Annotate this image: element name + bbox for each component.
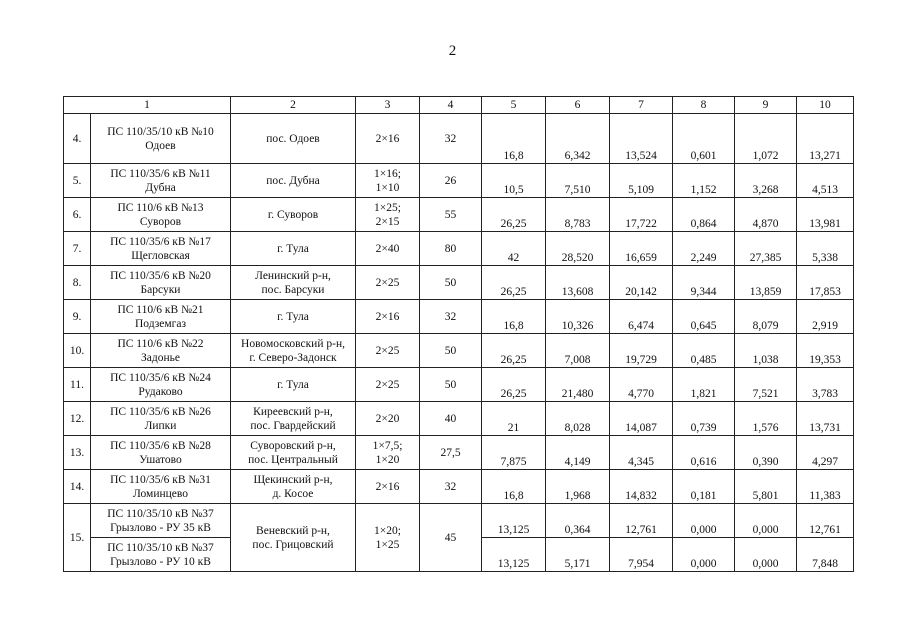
value-cell: 11,383 — [797, 470, 854, 504]
value-cell: 4,345 — [610, 436, 673, 470]
value-cell: 4,770 — [610, 368, 673, 402]
transformers — [356, 334, 420, 368]
location-line: г. Тула — [277, 242, 309, 255]
location-line: Ленинский р-н, — [255, 269, 331, 282]
location — [231, 436, 356, 470]
transformers-line: 1×20; — [374, 524, 401, 537]
value-cell: 27,385 — [735, 232, 797, 266]
capacity: 50 — [420, 266, 482, 300]
value-cell: 12,761 — [610, 504, 673, 538]
value-cell: 13,608 — [546, 266, 610, 300]
column-header: 5 — [482, 97, 546, 114]
value-cell: 16,659 — [610, 232, 673, 266]
substation-name — [91, 334, 231, 368]
substation-name-line: Барсуки — [140, 283, 181, 296]
table-row — [64, 334, 854, 368]
table-row — [64, 266, 854, 300]
substation-name-line: Грызлово - РУ 35 кВ — [110, 521, 211, 534]
value-cell: 1,968 — [546, 470, 610, 504]
transformers — [356, 368, 420, 402]
substation-name-line: Одоев — [145, 139, 176, 152]
substation-name — [91, 114, 231, 164]
value-cell: 2,249 — [673, 232, 735, 266]
row-number: 10. — [64, 334, 91, 368]
location-line: Киреевский р-н, — [253, 405, 333, 418]
value-cell: 20,142 — [610, 266, 673, 300]
substation-name-line: ПС 110/6 кВ №13 — [117, 201, 204, 214]
value-cell: 28,520 — [546, 232, 610, 266]
column-header: 2 — [231, 97, 356, 114]
table-row — [64, 300, 854, 334]
value-cell: 9,344 — [673, 266, 735, 300]
location-line: Щекинский р-н, — [253, 473, 333, 486]
value-cell: 0,485 — [673, 334, 735, 368]
value-cell: 1,072 — [735, 114, 797, 164]
column-header: 6 — [546, 97, 610, 114]
value-cell: 6,474 — [610, 300, 673, 334]
substation-name — [91, 198, 231, 232]
location-line: г. Тула — [277, 378, 309, 391]
table-row — [64, 470, 854, 504]
substation-name-line: Суворов — [139, 215, 182, 228]
value-cell: 5,338 — [797, 232, 854, 266]
capacity: 27,5 — [420, 436, 482, 470]
substation-name-line: Ушатово — [139, 453, 182, 466]
header-row — [64, 97, 854, 114]
transformers — [356, 402, 420, 436]
value-cell: 0,739 — [673, 402, 735, 436]
value-cell: 8,079 — [735, 300, 797, 334]
value-cell: 0,000 — [673, 504, 735, 538]
location — [231, 164, 356, 198]
row-number: 11. — [64, 368, 91, 402]
value-cell: 0,864 — [673, 198, 735, 232]
value-cell: 0,390 — [735, 436, 797, 470]
location — [231, 266, 356, 300]
column-header: 10 — [797, 97, 854, 114]
location — [231, 368, 356, 402]
value-cell: 26,25 — [482, 334, 546, 368]
value-cell: 16,8 — [482, 300, 546, 334]
transformers-line: 2×25 — [375, 378, 400, 391]
transformers-line: 1×7,5; — [372, 439, 403, 452]
substation-name — [91, 470, 231, 504]
substation-name-line: Подземгаз — [134, 317, 186, 330]
location-line: г. Северо-Задонск — [249, 351, 337, 364]
transformers — [356, 300, 420, 334]
value-cell: 8,028 — [546, 402, 610, 436]
table-row — [64, 436, 854, 470]
value-cell: 5,109 — [610, 164, 673, 198]
column-header: 9 — [735, 97, 797, 114]
column-header: 7 — [610, 97, 673, 114]
substation-name-line: ПС 110/35/6 кВ №31 — [110, 473, 211, 486]
row-number: 12. — [64, 402, 91, 436]
value-cell: 0,645 — [673, 300, 735, 334]
transformers — [356, 164, 420, 198]
value-cell: 7,848 — [797, 538, 854, 572]
substation-name — [91, 164, 231, 198]
value-cell: 26,25 — [482, 198, 546, 232]
location-line: д. Косое — [272, 487, 314, 500]
location-line: г. Тула — [277, 310, 309, 323]
location-line: пос. Грицовский — [252, 538, 334, 551]
value-cell: 8,783 — [546, 198, 610, 232]
value-cell: 0,181 — [673, 470, 735, 504]
capacity: 50 — [420, 368, 482, 402]
value-cell: 4,513 — [797, 164, 854, 198]
value-cell: 0,364 — [546, 504, 610, 538]
column-header: 8 — [673, 97, 735, 114]
transformers-line: 2×40 — [375, 242, 400, 255]
row-number: 6. — [64, 198, 91, 232]
capacity: 32 — [420, 300, 482, 334]
substation-name — [91, 300, 231, 334]
data-table — [63, 96, 854, 572]
value-cell: 16,8 — [482, 470, 546, 504]
value-cell: 4,870 — [735, 198, 797, 232]
value-cell: 42 — [482, 232, 546, 266]
value-cell: 13,125 — [482, 538, 546, 572]
location-line: пос. Гвардейский — [250, 419, 336, 432]
transformers-line: 2×16 — [375, 132, 400, 145]
substation-name — [91, 368, 231, 402]
value-cell: 0,000 — [673, 538, 735, 572]
substation-name-line: Дубна — [145, 181, 176, 194]
transformers — [356, 232, 420, 266]
column-header: 3 — [356, 97, 420, 114]
substation-name — [91, 232, 231, 266]
value-cell: 17,722 — [610, 198, 673, 232]
value-cell: 26,25 — [482, 368, 546, 402]
transformers — [356, 266, 420, 300]
value-cell: 3,268 — [735, 164, 797, 198]
value-cell: 13,125 — [482, 504, 546, 538]
capacity: 80 — [420, 232, 482, 266]
capacity: 55 — [420, 198, 482, 232]
location — [231, 334, 356, 368]
substation-name-line: Липки — [144, 419, 177, 432]
page-number: 2 — [448, 43, 457, 59]
location — [231, 402, 356, 436]
value-cell: 7,008 — [546, 334, 610, 368]
value-cell: 13,859 — [735, 266, 797, 300]
substation-name-line: ПС 110/35/10 кВ №37 — [107, 507, 214, 520]
transformers-line: 1×16; — [374, 167, 401, 180]
row-number: 14. — [64, 470, 91, 504]
transformers — [356, 504, 420, 572]
transformers-line: 1×10 — [375, 181, 400, 194]
value-cell: 19,729 — [610, 334, 673, 368]
row-number: 7. — [64, 232, 91, 266]
value-cell: 14,087 — [610, 402, 673, 436]
value-cell: 21,480 — [546, 368, 610, 402]
location — [231, 300, 356, 334]
capacity: 40 — [420, 402, 482, 436]
value-cell: 1,576 — [735, 402, 797, 436]
transformers — [356, 436, 420, 470]
value-cell: 7,954 — [610, 538, 673, 572]
value-cell: 3,783 — [797, 368, 854, 402]
table-row — [64, 368, 854, 402]
capacity: 45 — [420, 504, 482, 572]
substation-name-line: Грызлово - РУ 10 кВ — [110, 555, 211, 568]
substation-name-line: ПС 110/35/10 кВ №10 — [107, 125, 214, 138]
transformers-line: 2×15 — [375, 215, 400, 228]
location-line: пос. Одоев — [266, 132, 320, 145]
transformers-line: 2×25 — [375, 344, 400, 357]
substation-name-line: ПС 110/35/6 кВ №24 — [110, 371, 211, 384]
value-cell: 7,521 — [735, 368, 797, 402]
substation-name-line: Задонье — [141, 351, 180, 364]
value-cell: 17,853 — [797, 266, 854, 300]
table-row — [64, 504, 854, 538]
capacity: 32 — [420, 114, 482, 164]
table-row — [64, 164, 854, 198]
table-row — [64, 198, 854, 232]
column-header: 4 — [420, 97, 482, 114]
transformers-line: 2×25 — [375, 276, 400, 289]
value-cell: 10,5 — [482, 164, 546, 198]
substation-name-line: Рудаково — [138, 385, 183, 398]
value-cell: 16,8 — [482, 114, 546, 164]
value-cell: 12,761 — [797, 504, 854, 538]
location — [231, 470, 356, 504]
capacity: 32 — [420, 470, 482, 504]
value-cell: 13,271 — [797, 114, 854, 164]
capacity: 26 — [420, 164, 482, 198]
substation-name — [91, 266, 231, 300]
location-line: Веневский р-н, — [256, 524, 330, 537]
substation-name — [91, 402, 231, 436]
substation-name-line: Щегловская — [131, 249, 190, 262]
substation-name-line: ПС 110/35/6 кВ №20 — [110, 269, 211, 282]
value-cell: 1,038 — [735, 334, 797, 368]
value-cell: 7,510 — [546, 164, 610, 198]
transformers-line: 1×20 — [375, 453, 400, 466]
location-line: пос. Дубна — [266, 174, 320, 187]
location-line: Новомосковский р-н, — [241, 337, 345, 350]
value-cell: 0,000 — [735, 504, 797, 538]
value-cell: 6,342 — [546, 114, 610, 164]
table-row — [64, 232, 854, 266]
table-row — [64, 402, 854, 436]
substation-name — [91, 436, 231, 470]
value-cell: 21 — [482, 402, 546, 436]
value-cell: 5,171 — [546, 538, 610, 572]
substation-name-line: ПС 110/35/6 кВ №28 — [110, 439, 211, 452]
transformers-line: 2×16 — [375, 480, 400, 493]
value-cell: 19,353 — [797, 334, 854, 368]
substation-name-line: ПС 110/6 кВ №21 — [117, 303, 204, 316]
value-cell: 13,731 — [797, 402, 854, 436]
transformers-line: 2×16 — [375, 310, 400, 323]
value-cell: 13,524 — [610, 114, 673, 164]
substation-name-line: Ломинцево — [133, 487, 188, 500]
location-line: пос. Барсуки — [261, 283, 325, 296]
substation-name-line: ПС 110/35/6 кВ №11 — [110, 167, 211, 180]
location-line: пос. Центральный — [248, 453, 338, 466]
substation-name-line: ПС 110/35/6 кВ №26 — [110, 405, 211, 418]
row-number: 13. — [64, 436, 91, 470]
value-cell: 5,801 — [735, 470, 797, 504]
transformers-line: 1×25; — [374, 201, 401, 214]
capacity: 50 — [420, 334, 482, 368]
row-number: 4. — [64, 114, 91, 164]
value-cell: 13,981 — [797, 198, 854, 232]
location-line: Суворовский р-н, — [250, 439, 336, 452]
value-cell: 0,000 — [735, 538, 797, 572]
transformers — [356, 114, 420, 164]
value-cell: 4,149 — [546, 436, 610, 470]
row-number: 9. — [64, 300, 91, 334]
transformers-line: 1×25 — [375, 538, 400, 551]
transformers — [356, 198, 420, 232]
value-cell: 0,601 — [673, 114, 735, 164]
substation-name-line: ПС 110/35/6 кВ №17 — [110, 235, 211, 248]
value-cell: 0,616 — [673, 436, 735, 470]
value-cell: 1,152 — [673, 164, 735, 198]
transformers-line: 2×20 — [375, 412, 400, 425]
value-cell: 7,875 — [482, 436, 546, 470]
substation-name-line: ПС 110/6 кВ №22 — [117, 337, 204, 350]
transformers — [356, 470, 420, 504]
row-number: 5. — [64, 164, 91, 198]
row-number: 15. — [64, 504, 91, 572]
value-cell: 14,832 — [610, 470, 673, 504]
substation-name-line: ПС 110/35/10 кВ №37 — [107, 541, 214, 554]
location — [231, 198, 356, 232]
row-number: 8. — [64, 266, 91, 300]
substation-name — [91, 538, 231, 572]
location-line: г. Суворов — [267, 208, 319, 221]
column-header: 1 — [64, 97, 231, 114]
location — [231, 504, 356, 572]
location — [231, 114, 356, 164]
table-row — [64, 114, 854, 164]
value-cell: 10,326 — [546, 300, 610, 334]
location — [231, 232, 356, 266]
value-cell: 26,25 — [482, 266, 546, 300]
value-cell: 1,821 — [673, 368, 735, 402]
value-cell: 4,297 — [797, 436, 854, 470]
value-cell: 2,919 — [797, 300, 854, 334]
substation-name — [91, 504, 231, 538]
